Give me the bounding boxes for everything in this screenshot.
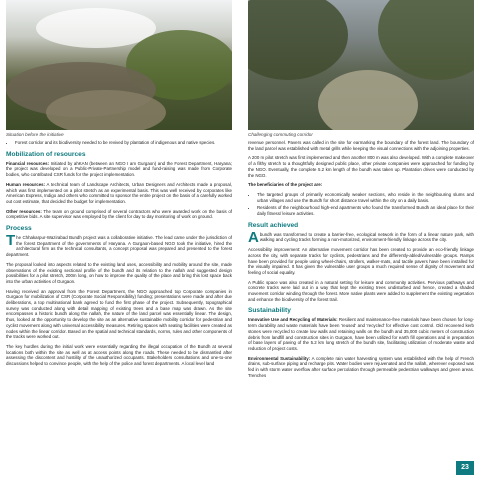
body-text: The team on ground comprised of several contractors who were awarded work on the basis of competitive bids. A site supervisor was employed by the client for day to day monitoring of work on ground. xyxy=(6,208,232,220)
lead-text: Innovative Use and Recycling of Materials: xyxy=(248,317,338,323)
paragraph: The Chhakarpur-Wazirabad Bundh project was a collaborative initiative. The lead came under the jurisdiction of the forest Department of the governments of Haryana. A Gurgaon-based NGO took the initiative, hired the architectural firm as the technical consultants, a concept proposal was prepared and presented to the forest department. xyxy=(6,232,232,258)
paragraph: Accessibility improvement: An alternative movement corridor has been created to provide an eco-friendly linkage across the city, with separate tracks for cyclists, pedestrians and the differently-abled/vulnerable groups. Ramps have been provided for people using wheel-chairs, strollers, walker-mats, and tactile pavers have been installed for the visually impaired. It has given the vulnerable user groups a much required sense of dignity of movement and feeling of social equality. xyxy=(248,247,474,275)
tree-shape xyxy=(248,0,348,80)
section-heading-process: Process xyxy=(6,225,32,233)
body-text: Resilient and maintenance-free materials have been chosen for long-term durability and waste materials have been 'reused' and 'recycled' for effective cost control. Old recovered kerb stones were recycled to create low walls and retaining walls on the bundh and 35,000 cubic meters of construction debris from landfill and construction sites in Gurgaon, have been utilized for earth fill operations and in preparation of base layers of paving of the 5.2 km long stretch of the bundh site, facilitating utilization of moderate waste and reduction of project costs. xyxy=(248,317,474,351)
section-heading-sustainability: Sustainability xyxy=(248,307,291,315)
list-item: • Forest corridor and its biodiversity needed to be revived by plantation of indigenous and native species. xyxy=(15,140,232,146)
section-heading-result: Result achieved xyxy=(248,221,299,229)
body-text: Initiated by ahKAN (between an NGO I am Gurgaon) and the Forest Department, Haryana; the project was developed on a Public-Private-Partnership model and fund-raising was made from Corporate bodies, who contributed CSR funds for the project implementation. xyxy=(6,160,232,178)
bullet-list xyxy=(248,192,474,217)
debris-shape xyxy=(46,90,166,130)
caption-right: Challenging commuting corridor xyxy=(248,132,313,137)
paragraph xyxy=(6,182,232,205)
page-number: 23 xyxy=(456,461,474,475)
bullet-list xyxy=(6,140,232,146)
paragraph xyxy=(6,209,232,220)
paragraph: revenue personnel. Pavers was called in the site for earmarking the boundary of the forest land. The boundary of the land parcel was established with metal grills while keeping the visual connections with the adjoining properties. xyxy=(248,140,474,151)
list-item: • The targeted groups of primarily economically weaker sections, who reside in the neighbouring slums and urban villages and use the Bundh for short distance travel within the city on a daily basis. xyxy=(257,192,474,203)
lead-text: Environmental Sustainability: xyxy=(248,355,311,361)
subheading-beneficiaries: The beneficiaries of the project are: xyxy=(248,182,323,188)
right-column xyxy=(248,140,474,383)
body-text: A complete rain water harvesting system was established with the help of French drains, sub-surface piping and recharge pits. Water bodies were rejuvenated and the nallah, wherever exposed was fed in with storm water overflow after surface percolation through permeable pedestrian walkways and green areas. Trenches xyxy=(248,355,474,378)
lead-text: Human resources: xyxy=(6,181,46,187)
list-item: • Residents of the neighbourhood high-end apartments who found the transformed Bundh an ideal place for their daily fitness/ leisure activities. xyxy=(257,205,474,216)
paragraph: Having received an approval from the Forest Department, the NGO approached top Corporate companies in Gurgaon for mobilization of CSR (Corporate Social Responsibility) funding; presentations were made and after due deliberations, a top multinational bank agreed to fund the first phase of the project. Subsequently, topographical survey was conducted along with detail mapping of existing trees and a base map was drawn. As the site encompasses a historic bundh along the nallah, the nature of the land parcel was essentially linear. The design, thus, looked at the opportunity to develop the site as an alternative sustainable mobility corridor for pedestrian and cyclist movement along with universal accessibility measures. Retiring spaces with seating facilities were created as nodes within the linear corridor. Based on the spatial and technical standards, norms, rules and other components of the tracks were worked out. xyxy=(6,288,232,340)
paragraph xyxy=(248,356,474,379)
section-heading-mobilization: Mobilization of resources xyxy=(6,150,86,158)
left-column xyxy=(6,140,232,371)
paragraph: The proposal looked into aspects related to the existing land uses, accessibility and mobility around the site, made observations of the existing sectional profile of the bundh and its relation to the nallah and suggested design possibilities for a pilot stretch, 200m long, on how to improve the quality of the place and bring this lost space back into the urban activities of Gurgaon. xyxy=(6,261,232,284)
lead-text: Financial resources: xyxy=(6,160,50,166)
paragraph xyxy=(248,317,474,351)
photo-before-initiative xyxy=(6,0,232,130)
tree-shape xyxy=(378,0,474,80)
paragraph: The key hurdles during the initial work were essentially regarding the illegal occupation of the Bundh at several locations both within the site as well as at access points along the roads. These needed to be dismantled after assessing the discontent and hostility of the unauthorized occupants. Stakeholders consultations and one-to-one discussions helped to convince people, with the help of the police and forest departments. A local level land xyxy=(6,343,232,367)
paragraph: Abundh was transformed to create a barrier-free, ecological network in the form of a linear nature park, with walking and cycling tracks forming a non-motorized, environment-friendly linkage across the city. xyxy=(248,228,474,246)
caption-left: Situation before the initiative xyxy=(6,132,64,137)
path-shape xyxy=(318,70,418,130)
lead-text: Other resources: xyxy=(6,208,42,214)
photo-commuting-corridor xyxy=(248,0,474,130)
paragraph xyxy=(6,161,232,178)
paragraph: A Public space was also created in a natural setting for leisure and community activities. Pervious pathways and concrete tracks were laid out in a way that kept the existing trees undisturbed and hence, created a shaded movement corridor winding through the forest. More native plants were added to supplement the existing vegetation and enhance the biodiversity of the forest trail. xyxy=(248,279,474,302)
paragraph: A 200 m pilot stretch was first implemented and then another 800 m was also developed. With a complete makeover of a filthy stretch to a thoughtfully designed public place, other private companies were approached for funding by the NGO. Eventually, the complete 5.2 km length of the bundh was taken up. Plantation drives were conducted by the NGO. xyxy=(248,155,474,178)
body-text: A technical team of Landscape Architects, Urban Designers and Architects made a proposal, which was first implemented on a pilot stretch as an experimental basis. This was well received by corporates like American Express, Indigo and others who committed to sponsor the entire project on the basis of a carefully worked out cost estimate, that decided the budget for implementation. xyxy=(6,181,232,204)
